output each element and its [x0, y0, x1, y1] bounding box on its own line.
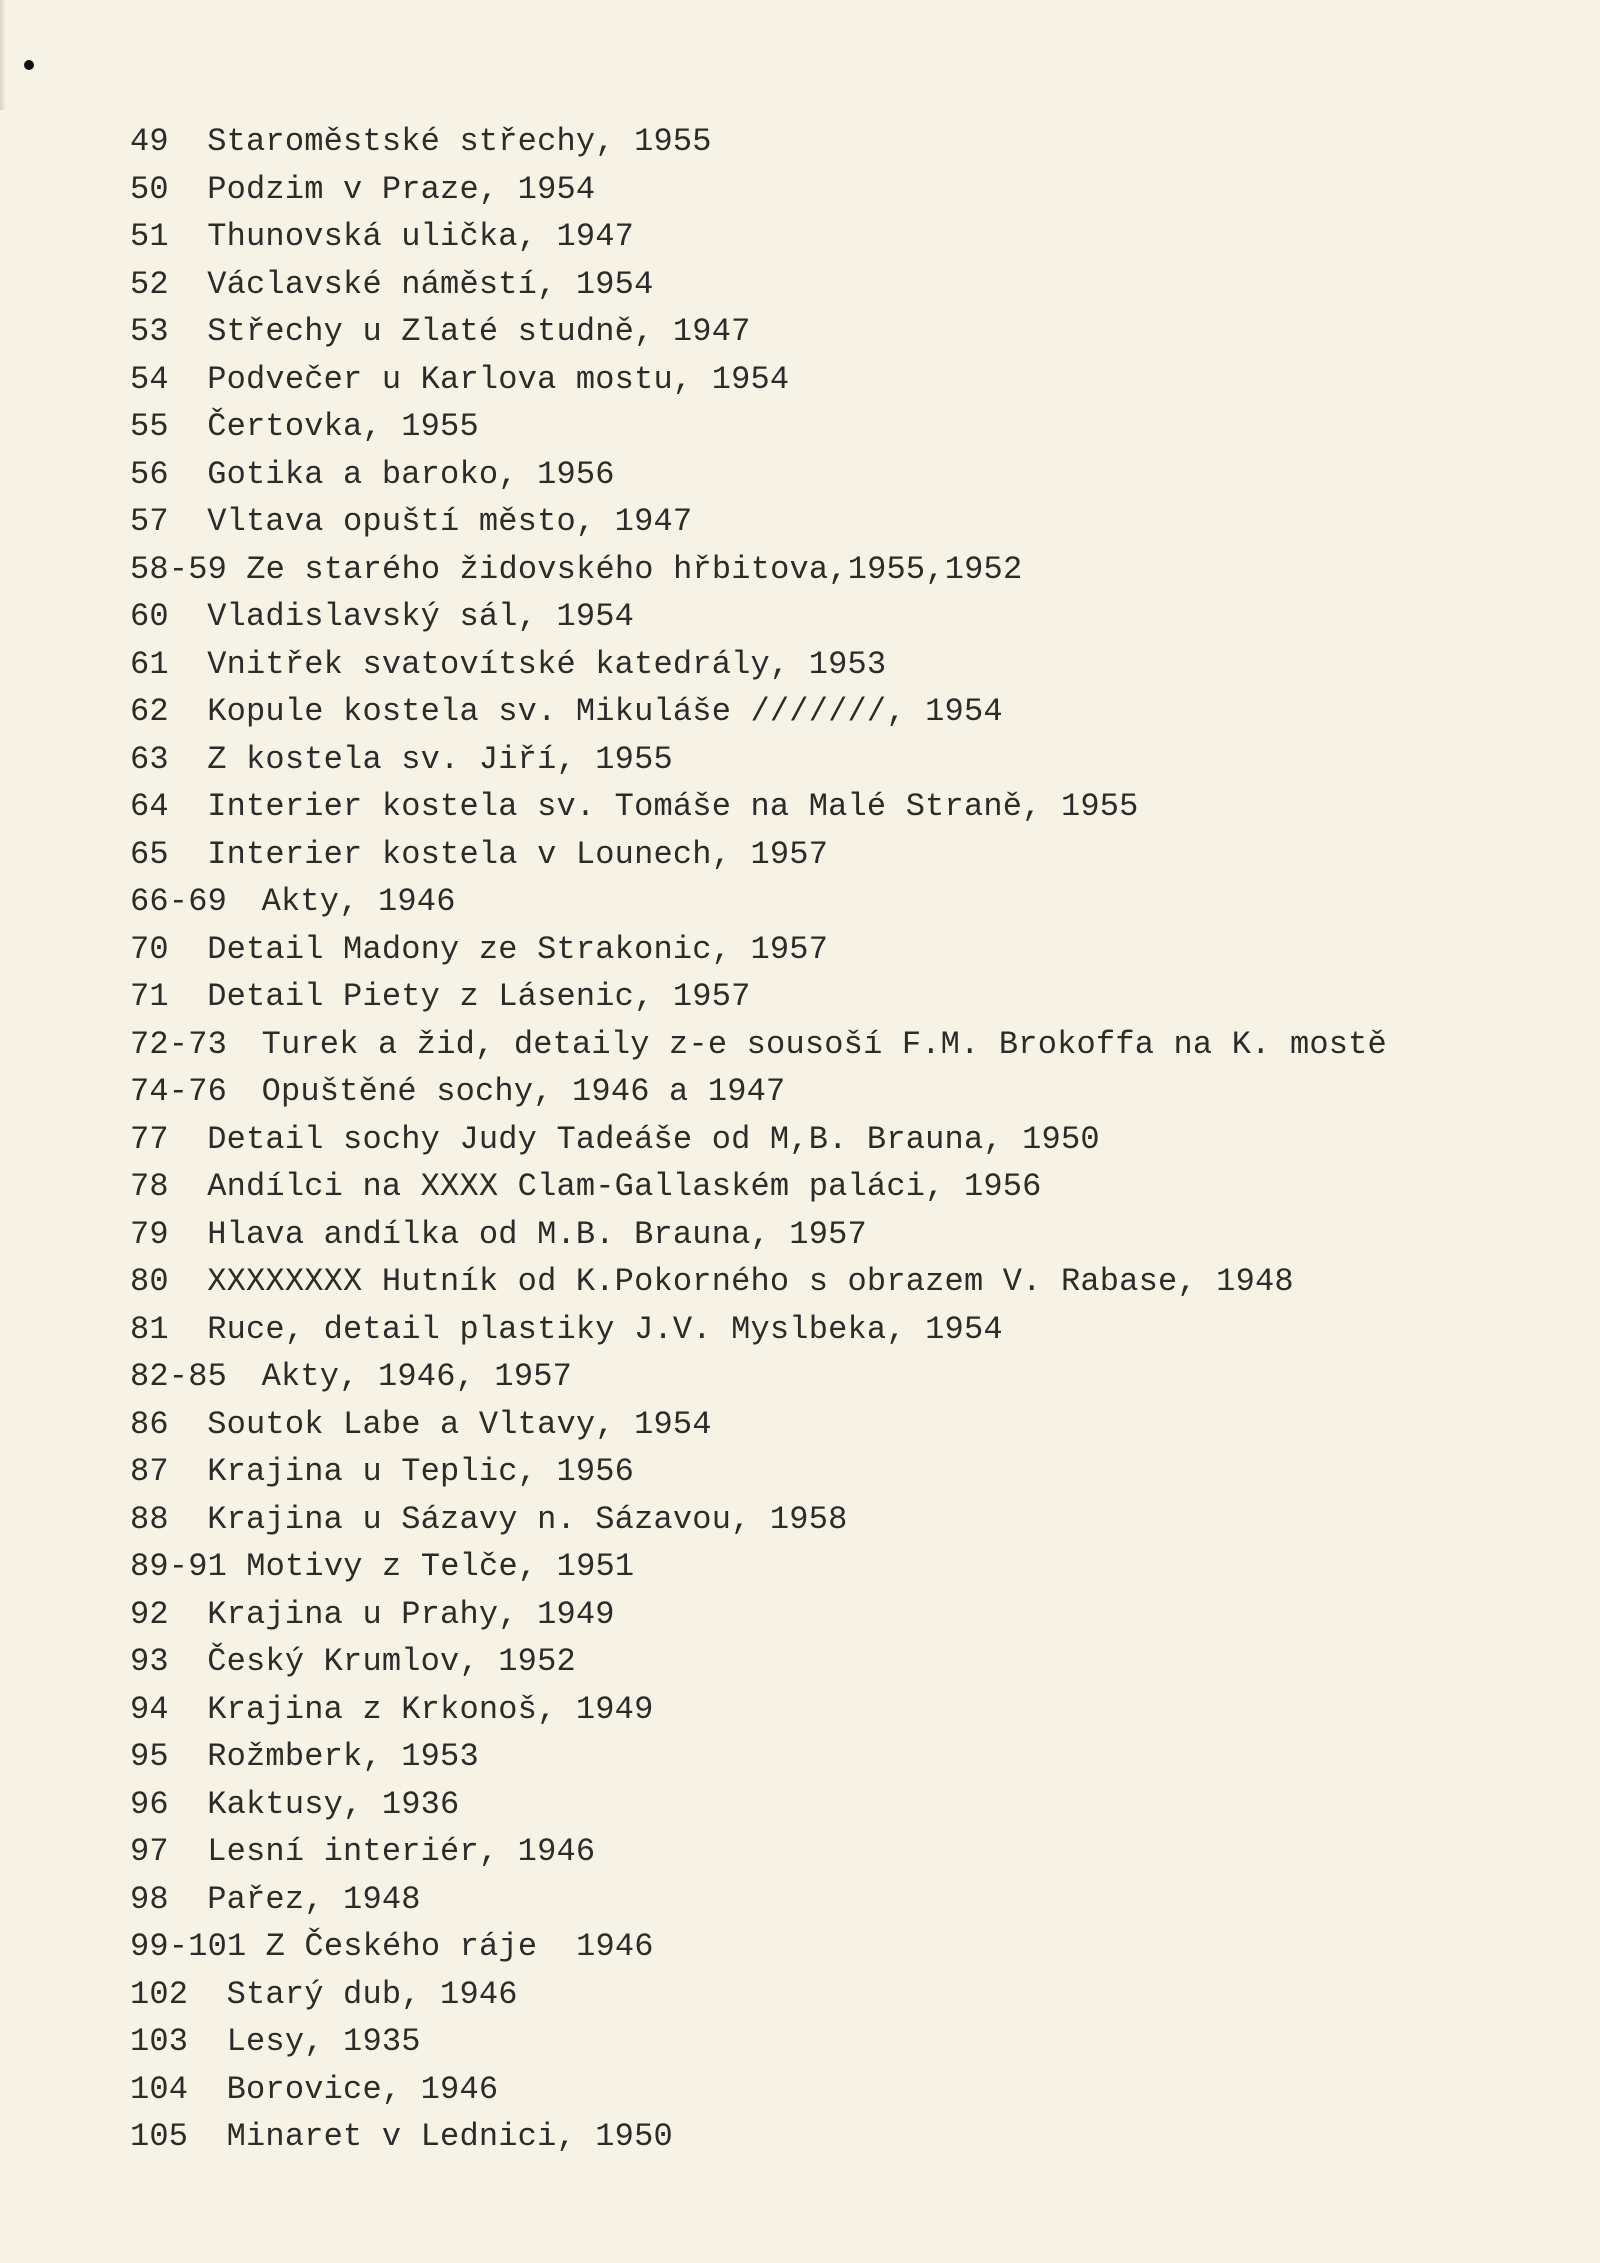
item-title: Staroměstské střechy, 1955 — [207, 123, 712, 160]
list-item — [130, 1306, 1387, 1354]
item-number: 51 — [130, 218, 169, 255]
item-title: Z Českého ráje 1946 — [265, 1928, 654, 1965]
item-title: Kopule kostela sv. Mikuláše ///////, 1954 — [207, 693, 1003, 730]
list-item — [130, 498, 1387, 546]
item-number: 53 — [130, 313, 169, 350]
list-item — [130, 736, 1387, 784]
list-item — [130, 261, 1387, 309]
item-number: 66-69 — [130, 883, 228, 920]
item-number: 78 — [130, 1168, 169, 1205]
item-title: Václavské náměstí, 1954 — [207, 265, 654, 303]
item-number: 63 — [130, 740, 169, 778]
list-item — [130, 1923, 1387, 1971]
list-item — [130, 166, 1387, 214]
list-item — [130, 1116, 1387, 1164]
item-title: Andílci na XXXX Clam-Gallaském paláci, 1956 — [207, 1168, 1042, 1205]
item-number: 49 — [130, 123, 169, 160]
item-number: 54 — [130, 360, 169, 398]
list-item — [130, 831, 1387, 879]
item-title: Turek a žid, detaily z-e sousoší F.M. Brokoffa na K. mostě — [261, 1025, 1387, 1063]
list-item — [130, 1021, 1387, 1069]
list-item — [130, 593, 1387, 641]
item-title: Detail Madony ze Strakonic, 1957 — [207, 930, 829, 968]
list-item — [130, 1258, 1387, 1306]
item-number: 57 — [130, 503, 169, 540]
list-item — [130, 1876, 1387, 1924]
item-number: 98 — [130, 1880, 169, 1918]
item-number: 70 — [130, 930, 169, 968]
item-number: 74-76 — [130, 1073, 228, 1110]
item-title: Pařez, 1948 — [207, 1880, 421, 1918]
item-number: 55 — [130, 408, 169, 445]
item-number: 99-101 — [130, 1928, 247, 1965]
list-item — [130, 1733, 1387, 1781]
item-title: Detail Piety z Lásenic, 1957 — [207, 978, 751, 1015]
item-number: 71 — [130, 978, 169, 1015]
list-item — [130, 213, 1387, 261]
item-title: Thunovská ulička, 1947 — [207, 218, 635, 255]
item-title: Podvečer u Karlova mostu, 1954 — [207, 360, 790, 398]
item-number: 62 — [130, 693, 169, 730]
list-item — [130, 1543, 1387, 1591]
item-title: Český Krumlov, 1952 — [207, 1643, 576, 1680]
list-item — [130, 1591, 1387, 1639]
list-item — [130, 2018, 1387, 2066]
item-number: 82-85 — [130, 1358, 228, 1395]
item-number: 77 — [130, 1120, 169, 1158]
item-title: Borovice, 1946 — [226, 2070, 499, 2108]
item-title: Ruce, detail plastiky J.V. Myslbeka, 1954 — [207, 1310, 1003, 1348]
item-title: Rožmberk, 1953 — [207, 1738, 479, 1775]
item-title: Hlava andílka od M.B. Brauna, 1957 — [207, 1215, 867, 1253]
item-number: 92 — [130, 1595, 169, 1633]
list-item — [130, 2113, 1387, 2161]
list-item — [130, 1068, 1387, 1116]
item-title: Interier kostela sv. Tomáše na Malé Straně, 1955 — [207, 788, 1139, 825]
list-item — [130, 1163, 1387, 1211]
item-title: Detail sochy Judy Tadeáše od M,B. Brauna, 1950 — [207, 1120, 1100, 1158]
item-number: 93 — [130, 1643, 169, 1680]
item-number: 104 — [130, 2070, 189, 2108]
item-number: 89-91 — [130, 1548, 228, 1585]
item-title: Ze starého židovského hřbitova,1955,1952 — [246, 550, 1023, 588]
item-number: 86 — [130, 1405, 169, 1443]
item-title: Čertovka, 1955 — [207, 408, 479, 445]
item-number: 72-73 — [130, 1025, 228, 1063]
item-title: Krajina u Teplic, 1956 — [207, 1453, 635, 1490]
item-number: 79 — [130, 1215, 169, 1253]
list-item — [130, 1686, 1387, 1734]
list-item — [130, 973, 1387, 1021]
item-title: XXXXXXXX Hutník od K.Pokorného s obrazem V. Rabase, 1948 — [207, 1263, 1294, 1300]
list-item — [130, 783, 1387, 831]
item-number: 60 — [130, 598, 169, 635]
item-number: 94 — [130, 1690, 169, 1728]
item-title: Starý dub, 1946 — [226, 1975, 518, 2013]
list-item — [130, 1781, 1387, 1829]
list-item — [130, 403, 1387, 451]
item-title: Krajina u Prahy, 1949 — [207, 1595, 615, 1633]
item-number: 97 — [130, 1833, 169, 1870]
list-item — [130, 1638, 1387, 1686]
item-title: Podzim v Praze, 1954 — [207, 170, 596, 208]
item-title: Soutok Labe a Vltavy, 1954 — [207, 1405, 712, 1443]
list-item — [130, 2066, 1387, 2114]
item-number: 96 — [130, 1785, 169, 1823]
item-number: 95 — [130, 1738, 169, 1775]
list-item — [130, 356, 1387, 404]
item-title: Krajina u Sázavy n. Sázavou, 1958 — [207, 1500, 848, 1538]
list-item — [130, 926, 1387, 974]
list-item — [130, 1353, 1387, 1401]
item-title: Kaktusy, 1936 — [207, 1785, 460, 1823]
item-title: Střechy u Zlaté studně, 1947 — [207, 313, 751, 350]
item-title: Lesy, 1935 — [226, 2023, 421, 2060]
item-title: Gotika a baroko, 1956 — [207, 455, 615, 493]
item-title: Minaret v Lednici, 1950 — [226, 2118, 673, 2155]
item-number: 88 — [130, 1500, 169, 1538]
list-item — [130, 1211, 1387, 1259]
item-number: 105 — [130, 2118, 189, 2155]
list-item — [130, 451, 1387, 499]
list-item — [130, 1971, 1387, 2019]
item-title: Akty, 1946 — [261, 883, 456, 920]
item-title: Lesní interiér, 1946 — [207, 1833, 596, 1870]
item-number: 87 — [130, 1453, 169, 1490]
item-number: 56 — [130, 455, 169, 493]
paper-edge-shadow — [0, 0, 6, 110]
list-item — [130, 1401, 1387, 1449]
item-number: 80 — [130, 1263, 169, 1300]
item-title: Akty, 1946, 1957 — [261, 1358, 573, 1395]
item-title: Vltava opuští město, 1947 — [207, 503, 693, 540]
item-number: 61 — [130, 645, 169, 683]
item-number: 103 — [130, 2023, 189, 2060]
item-number: 81 — [130, 1310, 169, 1348]
list-item — [130, 641, 1387, 689]
item-title: Vladislavský sál, 1954 — [207, 598, 635, 635]
catalogue-list — [130, 118, 1387, 2161]
item-title: Motivy z Telče, 1951 — [246, 1548, 635, 1585]
list-item — [130, 1828, 1387, 1876]
item-title: Krajina z Krkonoš, 1949 — [207, 1690, 654, 1728]
list-item — [130, 546, 1387, 594]
item-title: Opuštěné sochy, 1946 a 1947 — [261, 1073, 786, 1110]
item-number: 65 — [130, 835, 169, 873]
list-item — [130, 1496, 1387, 1544]
punch-mark — [24, 60, 34, 70]
list-item — [130, 878, 1387, 926]
item-number: 64 — [130, 788, 169, 825]
item-title: Vnitřek svatovítské katedrály, 1953 — [207, 645, 887, 683]
list-item — [130, 308, 1387, 356]
item-number: 102 — [130, 1975, 189, 2013]
item-title: Z kostela sv. Jiří, 1955 — [207, 740, 673, 778]
item-number: 58-59 — [130, 550, 228, 588]
list-item — [130, 688, 1387, 736]
item-number: 52 — [130, 265, 169, 303]
list-item — [130, 1448, 1387, 1496]
list-item — [130, 118, 1387, 166]
item-number: 50 — [130, 170, 169, 208]
item-title: Interier kostela v Lounech, 1957 — [207, 835, 829, 873]
